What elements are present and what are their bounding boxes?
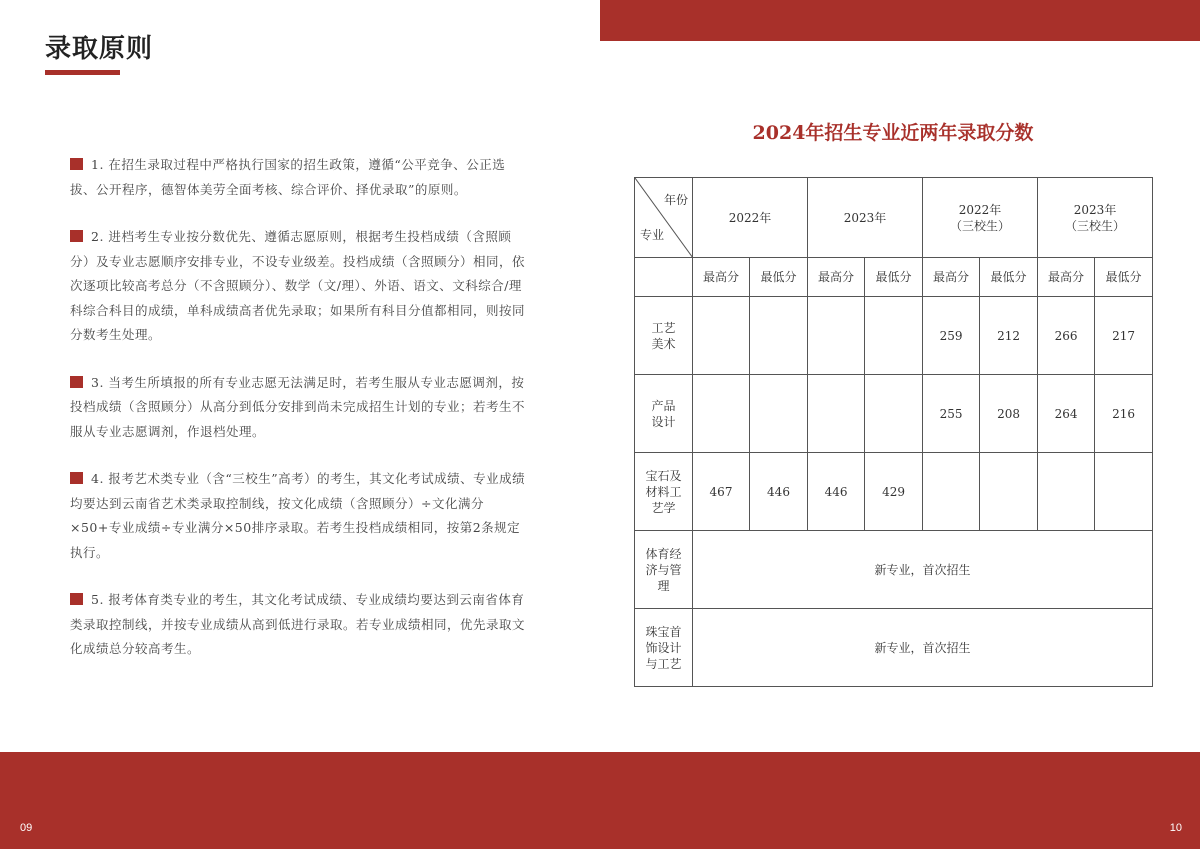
score-cell: 264 [1038, 375, 1095, 453]
max-score-header: 最高分 [1038, 258, 1095, 297]
table-row [635, 297, 1153, 375]
principle-item [70, 588, 530, 662]
score-cell: 446 [750, 453, 808, 531]
score-cell [1038, 453, 1095, 531]
score-cell [865, 375, 923, 453]
corner-major-label: 专业 [640, 228, 665, 242]
max-score-header: 最高分 [808, 258, 865, 297]
score-cell: 259 [923, 297, 980, 375]
empty-cell [635, 258, 693, 297]
score-cell [865, 297, 923, 375]
max-score-header: 最高分 [693, 258, 750, 297]
score-cell: 266 [1038, 297, 1095, 375]
score-cell [750, 375, 808, 453]
bullet-square-icon [70, 472, 83, 484]
new-major-note: 新专业，首次招生 [693, 531, 1153, 609]
bullet-square-icon [70, 158, 83, 170]
principle-text: 1. 在招生录取过程中严格执行国家的招生政策，遵循“公平竞争、公正选拔、公开程序，德智体美劳全面考核、综合评价、择优录取”的原则。 [70, 157, 506, 197]
score-cell [693, 375, 750, 453]
bottom-accent-bar [0, 752, 1200, 849]
score-cell [923, 453, 980, 531]
principle-item [70, 467, 530, 565]
score-cell [808, 375, 865, 453]
principle-item [70, 225, 530, 348]
principle-text: 2. 进档考生专业按分数优先、遵循志愿原则，根据考生投档成绩（含照顾分）及专业志愿顺序安排专业，不设专业级差。投档成绩（含照顾分）相同，依次逐项比较高考总分（不含照顾分）、数学（文/理）、外语、语文、文科综合/理科综合科目的成绩，单科成绩高者优先录取；如果所有科目分值都相同，则按同分数考生处理。 [70, 229, 526, 342]
table-subheader-row [635, 258, 1153, 297]
principles-list [70, 153, 530, 685]
principle-text: 3. 当考生所填报的所有专业志愿无法满足时，若考生服从专业志愿调剂，按投档成绩（含照顾分）从高分到低分安排到尚未完成招生计划的专业；若考生不服从专业志愿调剂，作退档处理。 [70, 374, 526, 439]
admission-scores-table [634, 177, 1153, 687]
principle-item [70, 153, 530, 202]
year-header: 2022年 （三校生） [923, 178, 1038, 258]
major-name-cell: 产品 设计 [635, 375, 693, 453]
bullet-square-icon [70, 230, 83, 242]
score-cell: 446 [808, 453, 865, 531]
score-cell [750, 297, 808, 375]
major-name-cell: 珠宝首 饰设计 与工艺 [635, 609, 693, 687]
principle-text: 4. 报考艺术类专业（含“三校生”高考）的考生，其文化考试成绩、专业成绩均要达到云南省艺术类录取控制线，按文化成绩（含照顾分）÷文化满分×50+专业成绩÷专业满分×50排序录取。若考生投档成绩相同，按第2条规定执行。 [70, 471, 526, 560]
score-cell [1095, 453, 1153, 531]
min-score-header: 最低分 [750, 258, 808, 297]
major-name-cell: 宝石及 材料工 艺学 [635, 453, 693, 531]
year-header: 2023年 [808, 178, 923, 258]
table-row [635, 375, 1153, 453]
principle-item [70, 371, 530, 445]
score-cell: 216 [1095, 375, 1153, 453]
page-number-right: 10 [1169, 822, 1182, 834]
score-cell: 429 [865, 453, 923, 531]
diagonal-divider [635, 178, 693, 258]
bullet-square-icon [70, 376, 83, 388]
score-cell [693, 297, 750, 375]
title-underline [45, 70, 120, 75]
corner-year-label: 年份 [663, 193, 688, 207]
table-row [635, 531, 1153, 609]
page-title: 录取原则 [45, 34, 154, 64]
year-header: 2023年 （三校生） [1038, 178, 1153, 258]
year-header: 2022年 [693, 178, 808, 258]
score-cell: 467 [693, 453, 750, 531]
table-row [635, 609, 1153, 687]
score-cell: 217 [1095, 297, 1153, 375]
table-header-row [635, 178, 1153, 258]
score-cell: 212 [980, 297, 1038, 375]
score-cell [808, 297, 865, 375]
major-name-cell: 工艺 美术 [635, 297, 693, 375]
score-cell: 255 [923, 375, 980, 453]
table-corner-cell [635, 178, 693, 258]
major-name-cell: 体育经 济与管 理 [635, 531, 693, 609]
min-score-header: 最低分 [980, 258, 1038, 297]
score-cell: 208 [980, 375, 1038, 453]
min-score-header: 最低分 [865, 258, 923, 297]
min-score-header: 最低分 [1095, 258, 1153, 297]
page-number-left: 09 [20, 822, 33, 834]
new-major-note: 新专业，首次招生 [693, 609, 1153, 687]
principle-text: 5. 报考体育类专业的考生，其文化考试成绩、专业成绩均要达到云南省体育类录取控制线，并按专业成绩从高到低进行录取。若专业成绩相同，优先录取文化成绩总分较高考生。 [70, 592, 526, 656]
table-title: 2024年招生专业近两年录取分数 [752, 122, 1034, 144]
score-cell [980, 453, 1038, 531]
table-row [635, 453, 1153, 531]
bullet-square-icon [70, 593, 83, 605]
top-accent-bar [600, 0, 1200, 41]
max-score-header: 最高分 [923, 258, 980, 297]
